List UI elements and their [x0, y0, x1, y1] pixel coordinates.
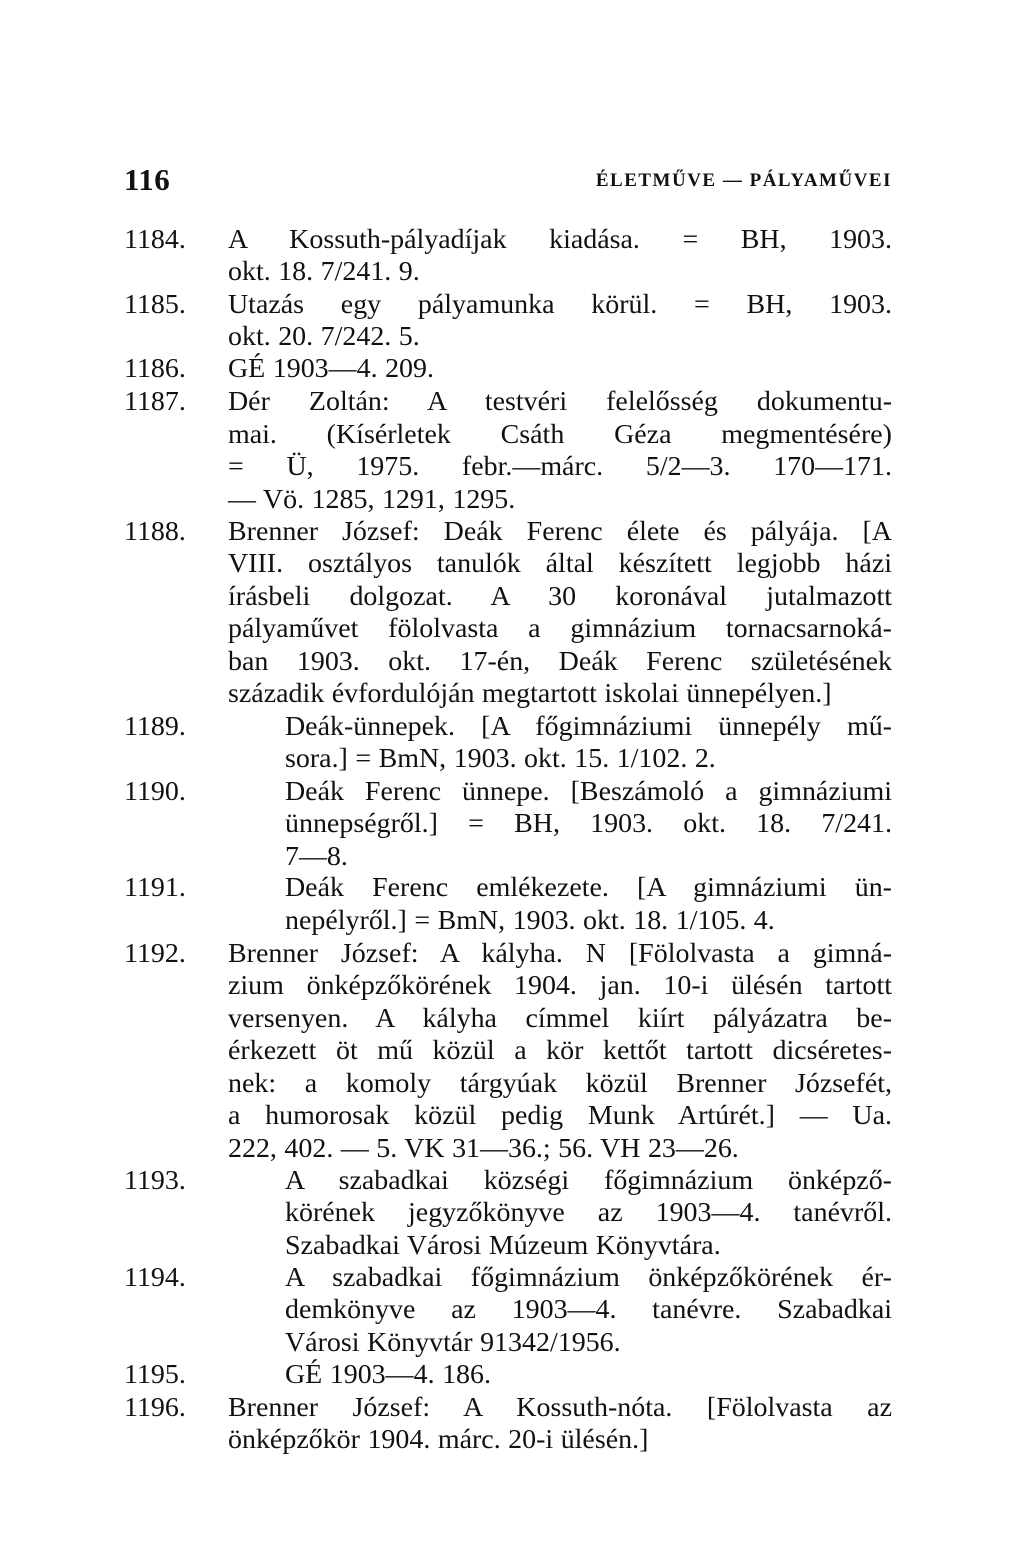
running-head: ÉLETMŰVE — PÁLYAMŰVEI: [595, 170, 892, 191]
entry-line: Brenner József: Deák Ferenc élete és pályája. [A: [228, 515, 892, 547]
entry-text: [228, 1392, 892, 1457]
entry-text: [228, 516, 892, 711]
entry-line: GÉ 1903—4. 209.: [228, 353, 434, 385]
entry-line: érkezett öt mű közül a kör kettőt tartott dicséretes-: [228, 1035, 892, 1067]
entry-line: századik évfordulóján megtartott iskolai ünnepélyen.]: [228, 678, 832, 710]
bibliography-entry-1185: [124, 289, 892, 354]
entry-text: [285, 1359, 892, 1391]
entry-line: Brenner József: A kályha. N [Fölolvasta a gimná-: [228, 937, 892, 969]
entry-line: nepélyről.] = BmN, 1903. okt. 18. 1/105. 4.: [285, 904, 775, 936]
bibliography-entry-1194: [124, 1262, 892, 1359]
entry-line: VIII. osztályos tanulók által készített legjobb házi: [228, 548, 892, 580]
entry-line: mai. (Kísérletek Csáth Géza megmentésére): [228, 418, 892, 450]
bibliography-entry-1188: [124, 516, 892, 711]
bibliography-entry-1184: [124, 224, 892, 289]
entry-line: ban 1903. okt. 17-én, Deák Ferenc születésének: [228, 645, 892, 677]
entry-number: 1191.: [124, 872, 186, 904]
entry-line: pályaművet fölolvasta a gimnázium tornacsarnoká-: [228, 613, 892, 645]
entry-line: Brenner József: A Kossuth-nóta. [Fölolvasta az: [228, 1392, 892, 1423]
bibliography-entry-1192: [124, 938, 892, 1165]
bibliography-entry-1189: [124, 711, 892, 776]
entry-number: 1192.: [124, 937, 186, 969]
entry-number: 1195.: [124, 1359, 186, 1391]
entry-line: = Ü, 1975. febr.—márc. 5/2—3. 170—171.: [228, 451, 892, 483]
entry-text: [285, 872, 892, 937]
entry-number: 1196.: [124, 1392, 186, 1423]
bibliography-entry-1190: [124, 776, 892, 873]
entry-line: nek: a komoly tárgyúak közül Brenner Józsefét,: [228, 1067, 892, 1099]
entry-line: A szabadkai főgimnázium önképzőkörének ér-: [285, 1261, 892, 1293]
entry-text: [285, 776, 892, 873]
entry-line: önképzőkör 1904. márc. 20-i ülésén.]: [228, 1424, 649, 1456]
entry-line: Városi Könyvtár 91342/1956.: [285, 1326, 621, 1358]
entry-number: 1190.: [124, 775, 186, 807]
bibliography-entry-1187: [124, 386, 892, 516]
entry-number: 1186.: [124, 353, 186, 385]
entry-line: okt. 20. 7/242. 5.: [228, 321, 420, 353]
entry-line: Dér Zoltán: A testvéri felelősség dokumentu-: [228, 386, 892, 418]
entry-text: [285, 1165, 892, 1262]
entry-line: írásbeli dolgozat. A 30 koronával jutalmazott: [228, 580, 892, 612]
entry-line: — Vö. 1285, 1291, 1295.: [228, 483, 516, 515]
entry-line: okt. 18. 7/241. 9.: [228, 256, 420, 288]
entry-line: GÉ 1903—4. 186.: [285, 1359, 491, 1391]
entry-number: 1194.: [124, 1261, 186, 1293]
entry-line: Szabadkai Városi Múzeum Könyvtára.: [285, 1229, 721, 1261]
entry-text: [228, 224, 892, 289]
entry-text: [285, 711, 892, 776]
entry-line: sora.] = BmN, 1903. okt. 15. 1/102. 2.: [285, 743, 716, 775]
entry-line: ünnepségről.] = BH, 1903. okt. 18. 7/241.: [285, 808, 892, 840]
page-header: [124, 162, 892, 202]
bibliography-entry-1186: [124, 353, 892, 385]
entry-number: 1189.: [124, 710, 186, 742]
entry-number: 1187.: [124, 386, 186, 418]
entry-line: A Kossuth-pályadíjak kiadása. = BH, 1903.: [228, 224, 892, 255]
entry-line: a humorosak közül pedig Munk Artúrét.] — Ua.: [228, 1100, 892, 1132]
entry-line: 7—8.: [285, 840, 348, 872]
entry-text: [228, 353, 892, 385]
page-number: 116: [124, 162, 171, 197]
entry-text: [285, 1262, 892, 1359]
bibliography-entry-1195: [124, 1359, 892, 1391]
entry-line: Utazás egy pályamunka körül. = BH, 1903.: [228, 288, 892, 320]
entry-line: A szabadkai községi főgimnázium önképző-: [285, 1164, 892, 1196]
entry-line: zium önképzőkörének 1904. jan. 10-i ülésén tartott: [228, 970, 892, 1002]
entry-number: 1185.: [124, 288, 186, 320]
entry-line: körének jegyzőkönyve az 1903—4. tanévről.: [285, 1197, 892, 1229]
entry-number: 1193.: [124, 1164, 186, 1196]
entry-text: [228, 386, 892, 516]
entry-line: Deák Ferenc emlékezete. [A gimnáziumi ün-: [285, 872, 892, 904]
bibliography-entry-1193: [124, 1165, 892, 1262]
entry-line: Deák-ünnepek. [A főgimnáziumi ünnepély mű-: [285, 710, 892, 742]
bibliography-entry-1191: [124, 872, 892, 937]
bibliography-entry-1196: [124, 1392, 892, 1457]
entry-text: [228, 938, 892, 1165]
entry-text: [228, 289, 892, 354]
entry-line: demkönyve az 1903—4. tanévre. Szabadkai: [285, 1294, 892, 1326]
entry-number: 1188.: [124, 515, 186, 547]
entry-line: versenyen. A kályha címmel kiírt pályázatra be-: [228, 1002, 892, 1034]
entry-line: Deák Ferenc ünnepe. [Beszámoló a gimnáziumi: [285, 775, 892, 807]
entry-number: 1184.: [124, 224, 186, 255]
entry-line: 222, 402. — 5. VK 31—36.; 56. VH 23—26.: [228, 1132, 739, 1164]
